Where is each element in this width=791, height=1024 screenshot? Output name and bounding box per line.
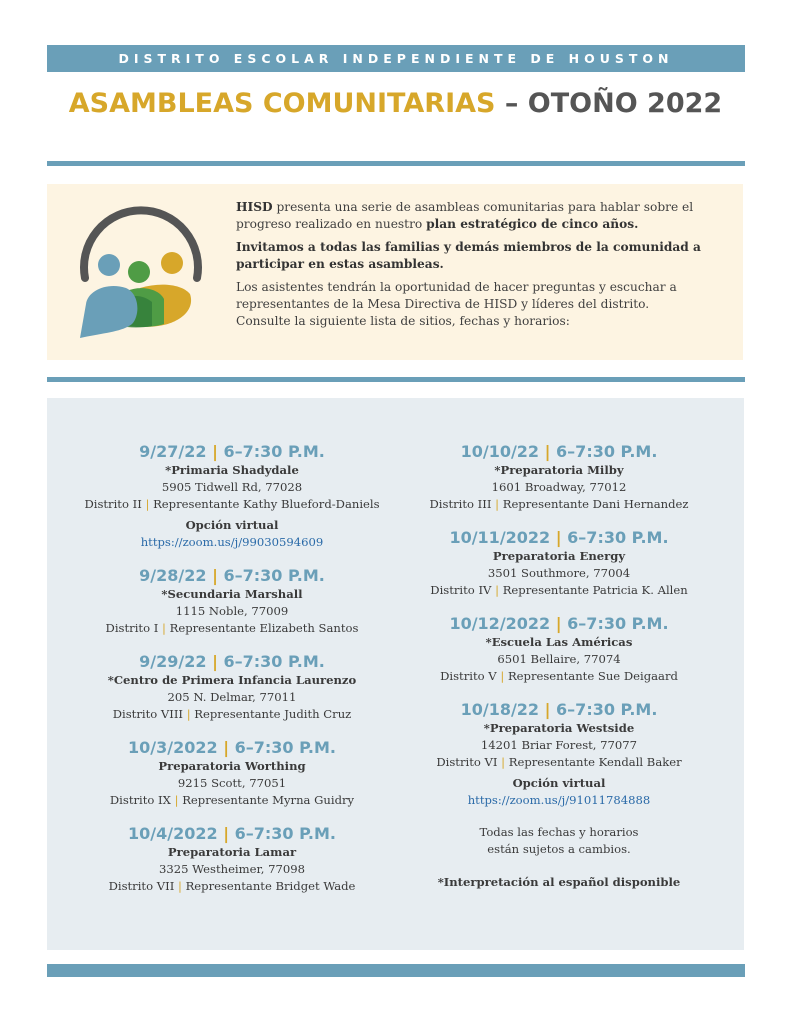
event-time: 6–7:30 P.M. [567, 528, 669, 547]
event-venue: *Centro de Primera Infancia Laurenzo [107, 673, 357, 687]
event-address: 14201 Briar Forest, 77077 [480, 738, 638, 752]
footer-band [47, 964, 745, 977]
event-item [400, 614, 718, 685]
event-datetime [400, 528, 718, 548]
event-address: 3325 Westheimer, 77098 [158, 862, 306, 876]
event-time: 6–7:30 P.M. [234, 824, 336, 843]
separator-bar: | [491, 583, 503, 597]
event-address: 1115 Noble, 77009 [175, 604, 289, 618]
event-address: 1601 Broadway, 77012 [491, 480, 627, 494]
separator-bar: | [206, 442, 224, 461]
event-date: 9/27/22 [139, 442, 207, 461]
event-time: 6–7:30 P.M. [223, 566, 325, 585]
intro-plan: plan estratégico de cinco años. [426, 217, 639, 231]
event-date: 9/29/22 [139, 652, 207, 671]
intro-paragraph-1 [236, 199, 706, 233]
virtual-meeting-link[interactable]: https://zoom.us/j/99030594609 [140, 535, 324, 549]
event-date: 10/11/2022 [449, 528, 551, 547]
intro-text-1: presenta una serie de asambleas comunitarias para hablar sobre el progreso realizado en nuestro [236, 200, 694, 231]
separator-bar: | [491, 497, 503, 511]
separator-bar: | [539, 700, 557, 719]
event-district: Distrito VII [108, 879, 175, 893]
event-rep: Representante Kathy Blueford-Daniels [153, 497, 380, 511]
event-time: 6–7:30 P.M. [223, 442, 325, 461]
event-rep: Representante Sue Deigaard [507, 669, 678, 683]
schedule-right-column [400, 442, 718, 891]
event-district: Distrito I [105, 621, 159, 635]
separator-bar: | [496, 669, 508, 683]
event-venue: *Preparatoria Milby [494, 463, 624, 477]
event-representation [400, 754, 718, 771]
event-address: 6501 Bellaire, 77074 [497, 652, 621, 666]
event-time: 6–7:30 P.M. [556, 442, 658, 461]
event-rep: Representante Kendall Baker [508, 755, 682, 769]
virtual-option-label: Opción virtual [185, 518, 279, 532]
event-datetime [400, 700, 718, 720]
interpretation-note: *Interpretación al español disponible [437, 875, 681, 889]
event-rep: Representante Myrna Guidry [182, 793, 355, 807]
event-rep: Representante Dani Hernandez [502, 497, 689, 511]
event-representation [62, 496, 402, 513]
event-district: Distrito VI [436, 755, 498, 769]
event-district: Distrito IX [109, 793, 171, 807]
right-events [400, 442, 718, 809]
event-venue: *Secundaria Marshall [161, 587, 303, 601]
virtual-meeting-link[interactable]: https://zoom.us/j/91011784888 [467, 793, 651, 807]
event-representation [62, 792, 402, 809]
event-datetime [400, 614, 718, 634]
event-datetime [62, 442, 402, 462]
district-name: DISTRITO ESCOLAR INDEPENDIENTE DE HOUSTON [118, 51, 674, 66]
disclaimer-line-2: están sujetos a cambios. [487, 842, 631, 856]
event-datetime [400, 442, 718, 462]
event-address: 5905 Tidwell Rd, 77028 [161, 480, 303, 494]
event-item [62, 738, 402, 809]
event-address: 3501 Southmore, 77004 [487, 566, 631, 580]
event-time: 6–7:30 P.M. [567, 614, 669, 633]
event-representation [400, 668, 718, 685]
event-district: Distrito V [440, 669, 497, 683]
event-time: 6–7:30 P.M. [234, 738, 336, 757]
event-date: 10/4/2022 [128, 824, 218, 843]
schedule-left-column [62, 442, 402, 910]
separator-bar: | [158, 621, 170, 635]
event-venue: *Escuela Las Américas [485, 635, 633, 649]
event-representation [400, 582, 718, 599]
event-district: Distrito III [429, 497, 492, 511]
separator-bar: | [206, 652, 224, 671]
event-item [400, 442, 718, 513]
disclaimer-line-1: Todas las fechas y horarios [479, 825, 639, 839]
event-venue: Preparatoria Energy [492, 549, 626, 563]
intro-text [236, 199, 706, 336]
event-item [62, 566, 402, 637]
event-address: 205 N. Delmar, 77011 [167, 690, 297, 704]
event-item [400, 700, 718, 809]
event-district: Distrito II [84, 497, 142, 511]
separator-bar: | [217, 738, 235, 757]
separator-bar: | [206, 566, 224, 585]
event-venue: Preparatoria Lamar [167, 845, 297, 859]
event-item [62, 824, 402, 895]
divider-top [47, 161, 745, 166]
event-time: 6–7:30 P.M. [556, 700, 658, 719]
separator-bar: | [539, 442, 557, 461]
intro-invite: Invitamos a todas las familias y demás miembros de la comunidad a participar en estas asambleas. [236, 240, 701, 271]
event-rep: Representante Judith Cruz [194, 707, 352, 721]
event-datetime [62, 738, 402, 758]
event-time: 6–7:30 P.M. [223, 652, 325, 671]
event-datetime [62, 566, 402, 586]
title-main: ASAMBLEAS COMUNITARIAS [68, 88, 496, 119]
event-district: Distrito IV [430, 583, 492, 597]
separator-bar: | [174, 879, 186, 893]
event-venue: *Preparatoria Westside [483, 721, 635, 735]
event-date: 10/10/22 [460, 442, 540, 461]
event-date: 10/12/2022 [449, 614, 551, 633]
event-item [62, 652, 402, 723]
community-logo-icon [72, 200, 207, 342]
separator-bar: | [141, 497, 154, 511]
event-date: 10/3/2022 [128, 738, 218, 757]
event-rep: Representante Bridget Wade [185, 879, 356, 893]
event-date: 10/18/22 [460, 700, 540, 719]
event-representation [62, 878, 402, 895]
intro-paragraph-2 [236, 239, 706, 273]
divider-middle [47, 377, 745, 382]
separator-bar: | [550, 614, 568, 633]
intro-paragraph-3: Los asistentes tendrán la oportunidad de hacer preguntas y escuchar a representantes de la Mesa Directiva de HISD y líderes del distrito. Consulte la siguiente lista de sitios, fechas y horarios: [236, 280, 677, 328]
event-representation [62, 706, 402, 723]
event-datetime [62, 824, 402, 844]
event-representation [62, 620, 402, 637]
event-venue: Preparatoria Worthing [158, 759, 306, 773]
page-title [0, 88, 791, 119]
event-item [62, 442, 402, 551]
title-season: – OTOÑO 2022 [504, 88, 723, 119]
schedule-disclaimer [400, 824, 718, 858]
separator-bar: | [183, 707, 195, 721]
district-banner [47, 45, 745, 72]
separator-bar: | [497, 755, 509, 769]
virtual-option-label: Opción virtual [512, 776, 606, 790]
event-address: 9215 Scott, 77051 [177, 776, 287, 790]
separator-bar: | [170, 793, 183, 807]
event-venue: *Primaria Shadydale [165, 463, 299, 477]
event-date: 9/28/22 [139, 566, 207, 585]
separator-bar: | [550, 528, 568, 547]
event-representation [400, 496, 718, 513]
separator-bar: | [217, 824, 235, 843]
event-rep: Representante Patricia K. Allen [502, 583, 688, 597]
event-rep: Representante Elizabeth Santos [169, 621, 359, 635]
event-datetime [62, 652, 402, 672]
intro-hisd: HISD [236, 200, 273, 214]
event-district: Distrito VIII [112, 707, 184, 721]
event-item [400, 528, 718, 599]
